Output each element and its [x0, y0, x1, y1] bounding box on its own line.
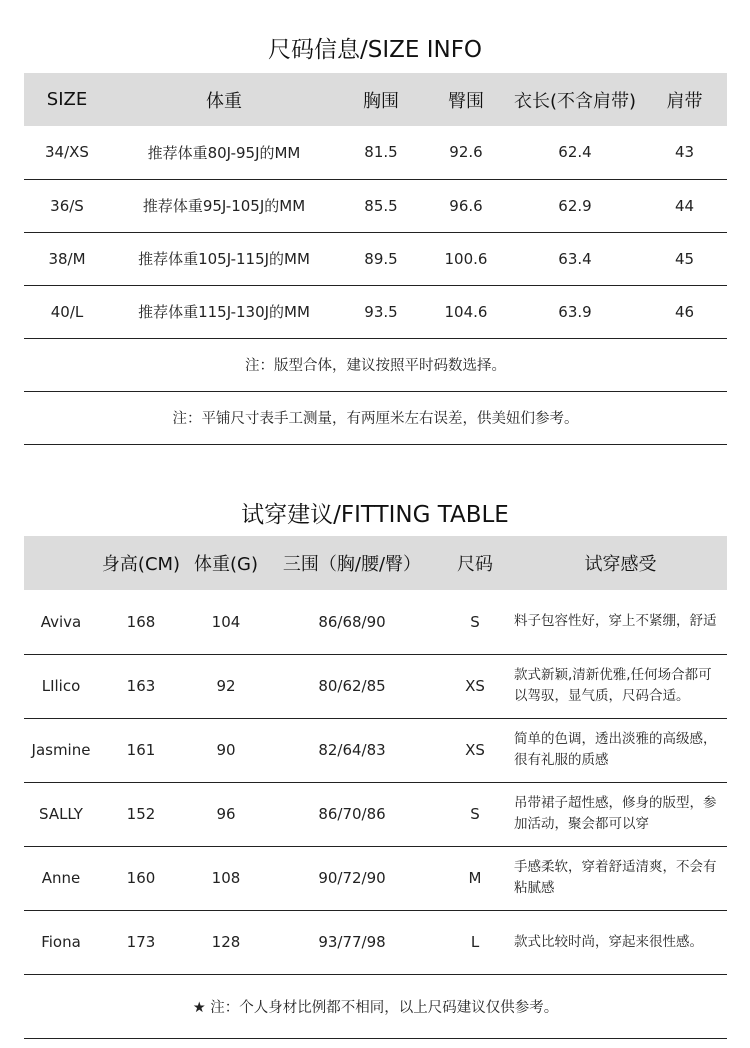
- feeling-cell: 料子包容性好，穿上不紧绷，舒适: [514, 590, 727, 654]
- header-measurements: 三围（胸/腰/臀）: [268, 536, 436, 590]
- fitting-table: [24, 536, 727, 1039]
- hip-cell: 104.6: [424, 285, 508, 338]
- size-info-title: 尺码信息/SIZE INFO: [267, 37, 483, 63]
- fitting-table-title: 试穿建议/FITTING TABLE: [241, 502, 509, 528]
- size-cell: S: [436, 590, 514, 654]
- measurements-cell: 82/64/83: [268, 718, 436, 782]
- size-cell: 36/S: [24, 179, 110, 232]
- header-size: SIZE: [24, 73, 110, 126]
- header-feeling: 试穿感受: [514, 536, 727, 590]
- name-cell: Anne: [24, 846, 98, 910]
- strap-cell: 46: [642, 285, 727, 338]
- hip-cell: 100.6: [424, 232, 508, 285]
- header-size: 尺码: [436, 536, 514, 590]
- name-cell: LIlico: [24, 654, 98, 718]
- size-cell: XS: [436, 718, 514, 782]
- measurements-cell: 86/70/86: [268, 782, 436, 846]
- table-row: [24, 179, 727, 232]
- feeling-cell: 吊带裙子超性感，修身的版型，参加活动，聚会都可以穿: [514, 782, 727, 846]
- note-row: [24, 974, 727, 1038]
- length-cell: 63.9: [508, 285, 642, 338]
- name-cell: Fiona: [24, 910, 98, 974]
- feeling-cell: 简单的色调，透出淡雅的高级感，很有礼服的质感: [514, 718, 727, 782]
- strap-cell: 44: [642, 179, 727, 232]
- table-row: [24, 285, 727, 338]
- table-row: [24, 846, 727, 910]
- header-row: [24, 536, 727, 590]
- strap-cell: 45: [642, 232, 727, 285]
- size-cell: S: [436, 782, 514, 846]
- weight-cell: 96: [184, 782, 268, 846]
- length-cell: 62.4: [508, 126, 642, 179]
- size-cell: M: [436, 846, 514, 910]
- size-cell: L: [436, 910, 514, 974]
- header-weight: 体重(G): [184, 536, 268, 590]
- header-weight: 体重: [110, 73, 338, 126]
- weight-cell: 推荐体重80J-95J的MM: [110, 126, 338, 179]
- bust-cell: 81.5: [338, 126, 424, 179]
- note-text: 注：版型合体，建议按照平时码数选择。: [24, 338, 727, 391]
- table-row: [24, 910, 727, 974]
- table-row: [24, 232, 727, 285]
- height-cell: 168: [98, 590, 184, 654]
- hip-cell: 96.6: [424, 179, 508, 232]
- header-strap: 肩带: [642, 73, 727, 126]
- length-cell: 63.4: [508, 232, 642, 285]
- note-row: [24, 338, 727, 391]
- measurements-cell: 86/68/90: [268, 590, 436, 654]
- name-cell: Aviva: [24, 590, 98, 654]
- weight-cell: 92: [184, 654, 268, 718]
- bust-cell: 89.5: [338, 232, 424, 285]
- weight-cell: 104: [184, 590, 268, 654]
- size-info-table: [24, 73, 727, 445]
- header-row: [24, 73, 727, 126]
- note-row: [24, 391, 727, 444]
- height-cell: 161: [98, 718, 184, 782]
- height-cell: 173: [98, 910, 184, 974]
- feeling-cell: 手感柔软，穿着舒适清爽，不会有粘腻感: [514, 846, 727, 910]
- size-cell: 38/M: [24, 232, 110, 285]
- height-cell: 152: [98, 782, 184, 846]
- table-row: [24, 590, 727, 654]
- length-cell: 62.9: [508, 179, 642, 232]
- bust-cell: 85.5: [338, 179, 424, 232]
- note-text: ★ 注：个人身材比例都不相同，以上尺码建议仅供参考。: [24, 974, 727, 1038]
- height-cell: 160: [98, 846, 184, 910]
- weight-cell: 90: [184, 718, 268, 782]
- weight-cell: 推荐体重105J-115J的MM: [110, 232, 338, 285]
- weight-cell: 推荐体重115J-130J的MM: [110, 285, 338, 338]
- size-cell: 34/XS: [24, 126, 110, 179]
- weight-cell: 128: [184, 910, 268, 974]
- header-name: [24, 536, 98, 590]
- height-cell: 163: [98, 654, 184, 718]
- header-height: 身高(CM): [98, 536, 184, 590]
- name-cell: Jasmine: [24, 718, 98, 782]
- hip-cell: 92.6: [424, 126, 508, 179]
- feeling-cell: 款式新颖,清新优雅,任何场合都可以驾驭，显气质，尺码合适。: [514, 654, 727, 718]
- table-row: [24, 782, 727, 846]
- size-cell: XS: [436, 654, 514, 718]
- weight-cell: 推荐体重95J-105J的MM: [110, 179, 338, 232]
- name-cell: SALLY: [24, 782, 98, 846]
- size-cell: 40/L: [24, 285, 110, 338]
- feeling-cell: 款式比较时尚，穿起来很性感。: [514, 910, 727, 974]
- bust-cell: 93.5: [338, 285, 424, 338]
- header-hip: 臀围: [424, 73, 508, 126]
- measurements-cell: 80/62/85: [268, 654, 436, 718]
- table-row: [24, 126, 727, 179]
- header-bust: 胸围: [338, 73, 424, 126]
- weight-cell: 108: [184, 846, 268, 910]
- table-row: [24, 654, 727, 718]
- table-row: [24, 718, 727, 782]
- measurements-cell: 93/77/98: [268, 910, 436, 974]
- header-length: 衣长(不含肩带): [508, 73, 642, 126]
- measurements-cell: 90/72/90: [268, 846, 436, 910]
- note-text: 注：平铺尺寸表手工测量，有两厘米左右误差，供美妞们参考。: [24, 391, 727, 444]
- strap-cell: 43: [642, 126, 727, 179]
